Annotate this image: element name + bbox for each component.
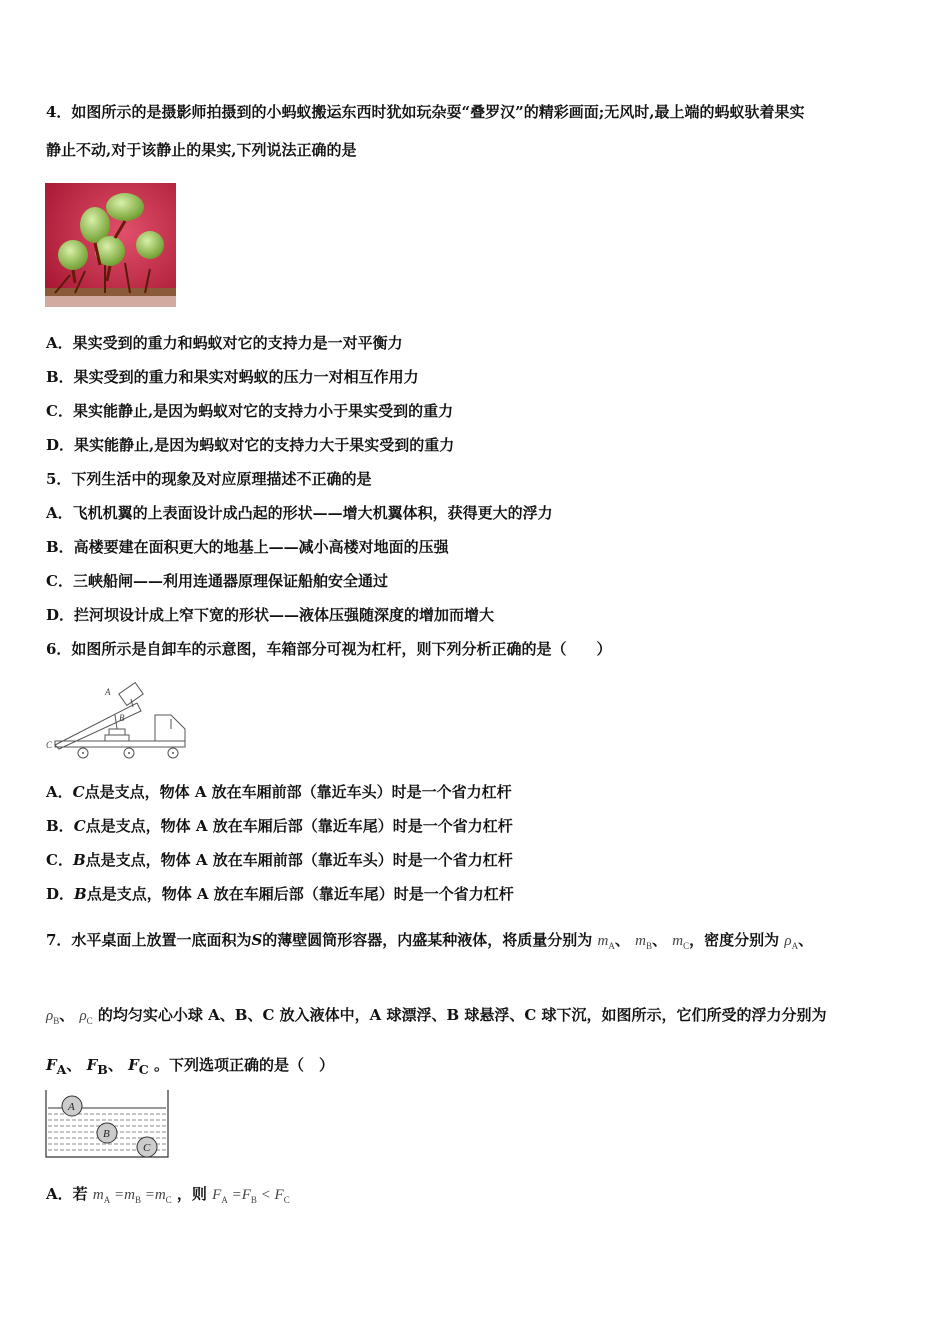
q6-stem: 6．如图所示是自卸车的示意图，车箱部分可视为杠杆，则下列分析正确的是（ ） [46, 640, 612, 658]
liquid-container-diagram [45, 1090, 170, 1160]
q4-option-c: C．果实能静止,是因为蚂蚁对它的支持力小于果实受到的重力 [46, 402, 454, 420]
q4-stem-line2: 静止不动,对于该静止的果实,下列说法正确的是 [46, 141, 357, 159]
ball-b-label: B [103, 1128, 110, 1140]
label-c: C [46, 740, 53, 750]
q5-option-c: C．三峡船闸——利用连通器原理保证船舶安全通过 [46, 572, 388, 590]
ball-a-label: A [68, 1101, 75, 1113]
q6-option-c: C．B点是支点，物体 A 放在车厢前部（靠近车头）时是一个省力杠杆 [46, 851, 513, 869]
q5-option-a: A．飞机机翼的上表面设计成凸起的形状——增大机翼体积，获得更大的浮力 [46, 504, 553, 522]
q7-stem-line3: $F_A$、 $F_B$、 $F_C$ 。下列选项正确的是（ ） [46, 1056, 334, 1077]
q6-option-a: A．C点是支点，物体 A 放在车厢前部（靠近车头）时是一个省力杠杆 [46, 783, 512, 801]
ball-c-label: C [143, 1142, 151, 1154]
q7-stem-line2: $\rho_B$、 $\rho_C$ 的均匀实心小球 A、B、C 放入液体中，A 球漂浮、B 球悬浮、C 球下沉，如图所示，它们所受的浮力分别为 [46, 1006, 827, 1026]
q4-option-b: B．果实受到的重力和果实对蚂蚁的压力一对相互作用力 [46, 368, 419, 386]
q6-option-b: B．C点是支点，物体 A 放在车厢后部（靠近车尾）时是一个省力杠杆 [46, 817, 513, 835]
q4-option-d: D．果实能静止,是因为蚂蚁对它的支持力大于果实受到的重力 [46, 436, 455, 454]
q4-option-a: A．果实受到的重力和蚂蚁对它的支持力是一对平衡力 [46, 334, 403, 352]
q5-option-d: D．拦河坝设计成上窄下宽的形状——液体压强随深度的增加而增大 [46, 606, 495, 624]
label-a: A [105, 687, 111, 697]
q5-stem: 5．下列生活中的现象及对应原理描述不正确的是 [46, 470, 372, 488]
q7-stem-line1: 7．水平桌面上放置一底面积为S的薄壁圆筒形容器，内盛某种液体，将质量分别为 $m_A$、 $m_B$、 $m_C$，密度分别为 $\rho_A$、 [46, 931, 814, 951]
dump-truck-diagram [45, 675, 190, 760]
q5-option-b: B．高楼要建在面积更大的地基上——减小高楼对地面的压强 [46, 538, 449, 556]
q7-option-a: A．若 $m_A =m_B =m_C$ ，则 $F_A =F_B < F_C$ [46, 1185, 290, 1205]
q4-stem-line1: 4．如图所示的是摄影师拍摄到的小蚂蚁搬运东西时犹如玩杂耍“叠罗汉”的精彩画面;无风时,最上端的蚂蚁驮着果实 [46, 103, 805, 121]
q6-option-d: D．B点是支点，物体 A 放在车厢后部（靠近车尾）时是一个省力杠杆 [46, 885, 514, 903]
label-b: B [119, 713, 125, 723]
ant-fruit-photo [45, 183, 176, 307]
